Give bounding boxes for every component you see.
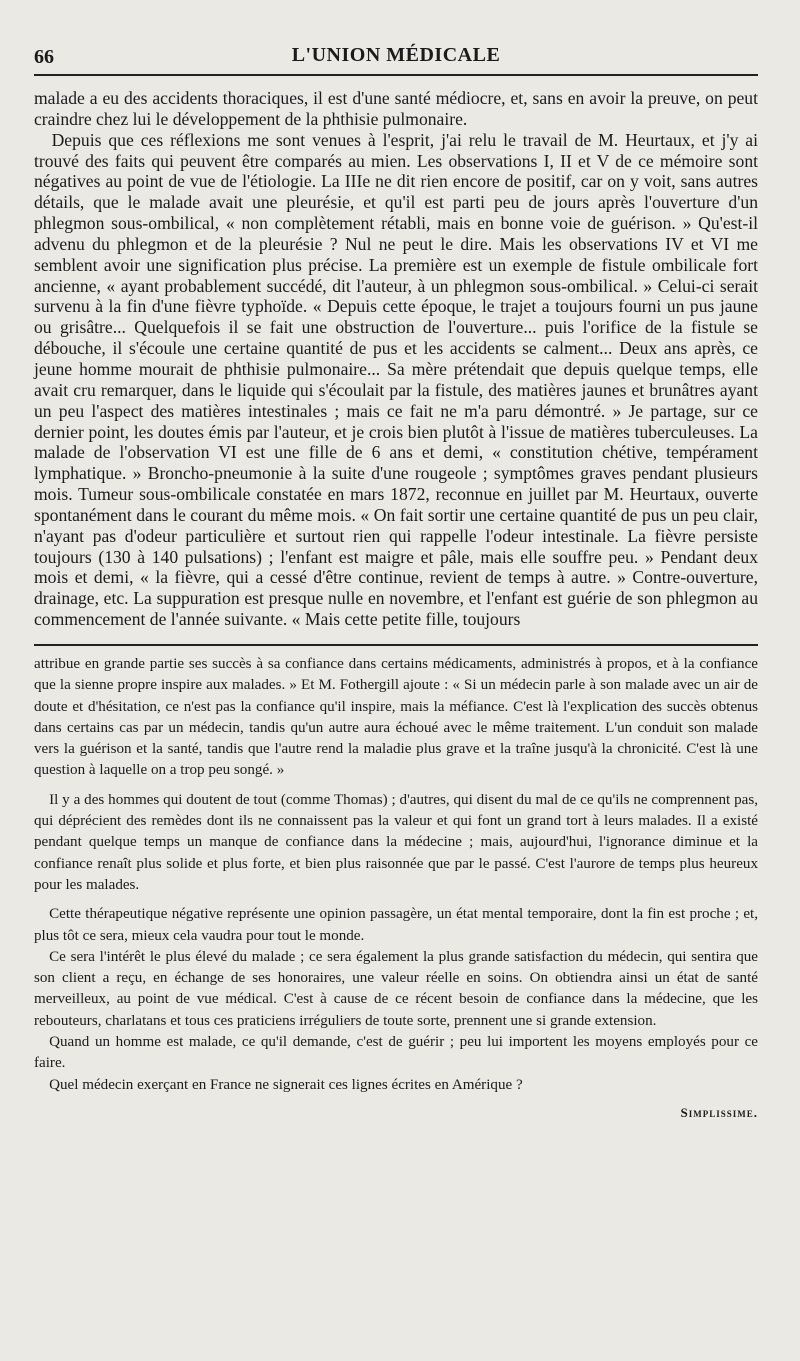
footnote-paragraph: attribue en grande partie ses succès à sa confiance dans certains médicaments, administrés à propos, et à la confiance que la sienne propre inspire aux malades. » Et M. Fothergill ajoute : « Si un médecin parle à son malade avec un air de doute et d'hésitation, ce n'est pas la confiance qu'il inspire, mais la méfiance. C'est là l'explication des succès obtenus dans certains cas par un médecin, tandis qu'un autre aura échoué avec le même traitement. L'un conduit son malade vers la guérison et la santé, tandis que l'autre rend la maladie plus grave et la traîne jusqu'à la chronicité. C'est là une question à laquelle on a trop peu songé. »	[34, 655, 758, 779]
footnote-divider	[34, 644, 758, 646]
footnote-paragraph: Quand un homme est malade, ce qu'il demande, c'est de guérir ; peu lui importent les moyens employés pour ce faire.	[34, 1033, 758, 1072]
page-number: 66	[34, 46, 54, 68]
running-title: L'UNION MÉDICALE	[291, 44, 501, 66]
body-paragraph: Depuis que ces réflexions me sont venues à l'esprit, j'ai relu le travail de M. Heurtaux, et j'y ai trouvé des faits qui peuvent être comparés au mien. Les observations I, II et V de ce mémoire sont négatives au point de vue de l'étiologie. La IIIe ne dit rien encore de positif, car on y voit, sans autres détails, que le malade avait une pleurésie, et qu'il est parti peu de jours après l'ouverture d'un phlegmon sous-ombilical, « non complètement rétabli, mais en bonne voie de guérison. » Qu'est-il advenu du phlegmon et de la pleurésie ? Nul ne peut le dire. Mais les observations IV et VI me semblent avoir une signification plus précise. La première est un exemple de fistule ombilicale fort ancienne, « ayant probablement succédé, dit l'auteur, à un phlegmon sous-ombilical. » Celui-ci serait survenu à la fin d'une fièvre typhoïde. « Depuis cette époque, le trajet a toujours fourni un pus jaune ou grisâtre... Quelquefois il se fait une obstruction de l'ouverture... puis l'orifice de la fistule se débouche, il s'écoule une certaine quantité de pus et les accidents se calment... Deux ans après, ce jeune homme mourait de phthisie pulmonaire... Sa mère prétendait que depuis quelque temps, elle avait cru remarquer, dans le liquide qui s'écoulait par la fistule, des matières jaunes et brunâtres ayant un peu l'aspect des matières intestinales ; mais ce fait ne m'a paru démontré. » Je partage, sur ce dernier point, les doutes émis par l'auteur, et je crois bien plutôt à l'issue de matières tuberculeuses. La malade de l'observation VI est une fille de 6 ans et demi, « constitution chétive, tempérament lymphatique. » Broncho-pneumonie à la suite d'une rougeole ; symptômes graves pendant plusieurs mois. Tumeur sous-ombilicale constatée en mars 1872, reconnue en juillet par M. Heurtaux, ouverte spontanément dans le courant du même mois. « On fait sortir une certaine quantité de pus un peu clair, n'ayant pas d'odeur particulière et surtout rien qui rappelle l'odeur intestinale. La fièvre persiste toujours (130 à 140 pulsations) ; l'enfant est maigre et pâle, mais elle souffre peu. » Pendant deux mois et demi, « la fièvre, qui a cessé d'être continue, revient de temps à autre. » Contre-ouverture, drainage, etc. La suppuration est presque nulle en novembre, et l'enfant est guérie de son phlegmon au commencement de l'année suivante. « Mais cette petite fille, toujours	[34, 129, 758, 630]
page-header	[34, 40, 758, 76]
body-paragraph: malade a eu des accidents thoraciques, il est d'une santé médiocre, et, sans en avoir la preuve, on peut craindre chez lui le développement de la phthisie pulmonaire.	[34, 88, 758, 129]
footnote-paragraph: Il y a des hommes qui doutent de tout (comme Thomas) ; d'autres, qui disent du mal de ce qu'ils ne comprennent pas, qui déprécient des remèdes dont ils ne connaissent pas la valeur et qui font un grand tort à leurs malades. Il a existé pendant quelque temps un manque de confiance dans la médecine ; mais, aujourd'hui, l'ignorance diminue et la confiance renaît plus solide et plus forte, et bien plus raisonnée que par le passé. C'est l'aurore de temps plus heureux pour les malades.	[34, 791, 758, 893]
footnote-paragraph: Cette thérapeutique négative représente une opinion passagère, un état mental temporaire, dont la fin est proche ; et, plus tôt ce sera, mieux cela vaudra pour tout le monde.	[34, 906, 758, 944]
footnote-block	[34, 654, 758, 1123]
main-body	[34, 88, 758, 630]
signature: Simplissime.	[680, 1104, 758, 1120]
footnote-paragraph: Ce sera l'intérêt le plus élevé du malade ; ce sera également la plus grande satisfaction du médecin, qui sentira que son client a reçu, en échange de ses honoraires, une valeur réelle en soins. On obtiendra ainsi un état de santé merveilleux, au point de vue médical. C'est à cause de ce récent besoin de confiance dans la médecine, que les rebouteurs, charlatans et tous ces praticiens irréguliers de toute sorte, prennent une si grande extension.	[34, 948, 758, 1029]
footnote-paragraph: Quel médecin exerçant en France ne signerait ces lignes écrites en Amérique ?	[49, 1076, 523, 1093]
